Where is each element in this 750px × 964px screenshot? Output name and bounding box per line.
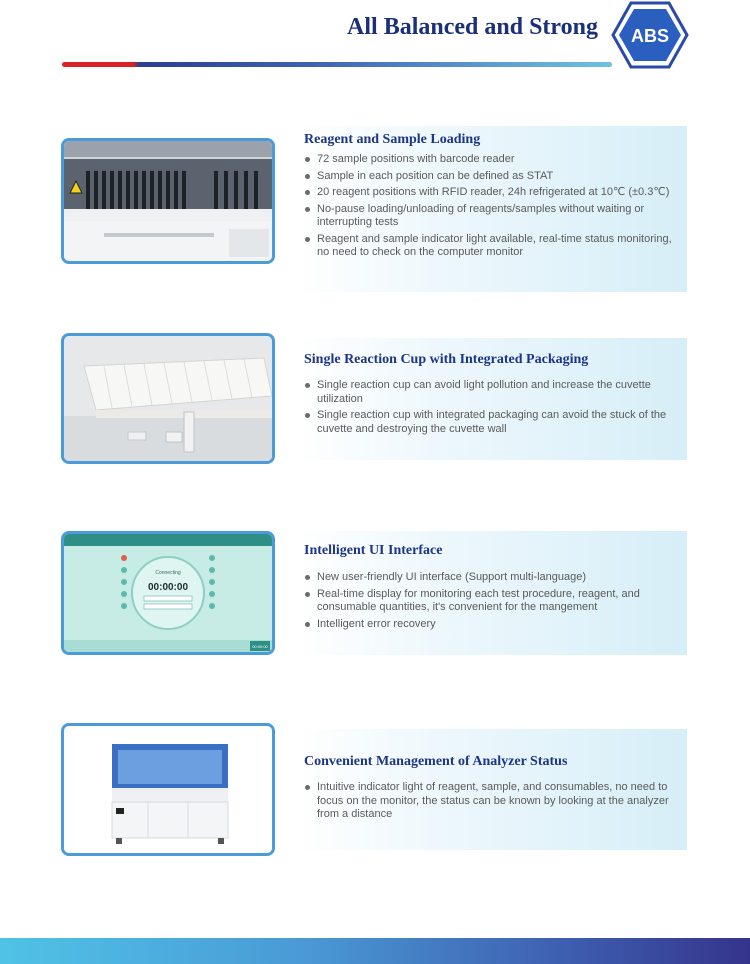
ui-interface-screenshot	[61, 531, 275, 655]
reagent-loading-list	[304, 153, 674, 263]
list-item: Single reaction cup with integrated packaging can avoid the stuck of the cuvette and destroying the cuvette wall	[304, 409, 674, 436]
list-item: 72 sample positions with barcode reader	[304, 153, 674, 167]
footer-bar	[0, 938, 750, 964]
reagent-loading-photo	[61, 138, 275, 264]
section-title-ui-interface: Intelligent UI Interface	[304, 543, 443, 558]
section-title-reagent-loading: Reagent and Sample Loading	[304, 132, 481, 147]
abs-logo	[611, 1, 689, 69]
list-item: 20 reagent positions with RFID reader, 24h refrigerated at 10℃ (±0.3℃)	[304, 186, 674, 200]
section-title-reaction-cup: Single Reaction Cup with Integrated Packaging	[304, 352, 589, 367]
list-item: Reagent and sample indicator light available, real-time status monitoring, no need to check on the computer monitor	[304, 233, 674, 260]
list-item: Single reaction cup can avoid light pollution and increase the cuvette utilization	[304, 379, 674, 406]
analyzer-photo	[61, 723, 275, 856]
logo-text: ABS	[630, 26, 670, 46]
list-item: Intelligent error recovery	[304, 618, 674, 632]
svg-text:00:00:00: 00:00:00	[147, 582, 189, 593]
ui-interface-list	[304, 571, 674, 634]
list-item: Real-time display for monitoring each test procedure, reagent, and consumable quantities, it's convenient for the mangement	[304, 588, 674, 615]
svg-text:Connecting: Connecting	[155, 570, 181, 576]
list-item: Intuitive indicator light of reagent, sample, and consumables, no need to focus on the monitor, the status can be known by looking at the analyzer from a distance	[304, 781, 674, 822]
reaction-cup-photo	[61, 333, 275, 464]
svg-text:00:00:00: 00:00:00	[252, 644, 268, 649]
reaction-cup-list	[304, 379, 674, 439]
list-item: New user-friendly UI interface (Support multi-language)	[304, 571, 674, 585]
list-item: Sample in each position can be defined as STAT	[304, 170, 674, 184]
section-title-analyzer-status: Convenient Management of Analyzer Status	[304, 754, 568, 769]
list-item: No-pause loading/unloading of reagents/samples without waiting or interrupting tests	[304, 203, 674, 230]
analyzer-status-list	[304, 781, 674, 825]
page-title: All Balanced and Strong	[347, 14, 598, 40]
header-divider	[62, 62, 612, 67]
